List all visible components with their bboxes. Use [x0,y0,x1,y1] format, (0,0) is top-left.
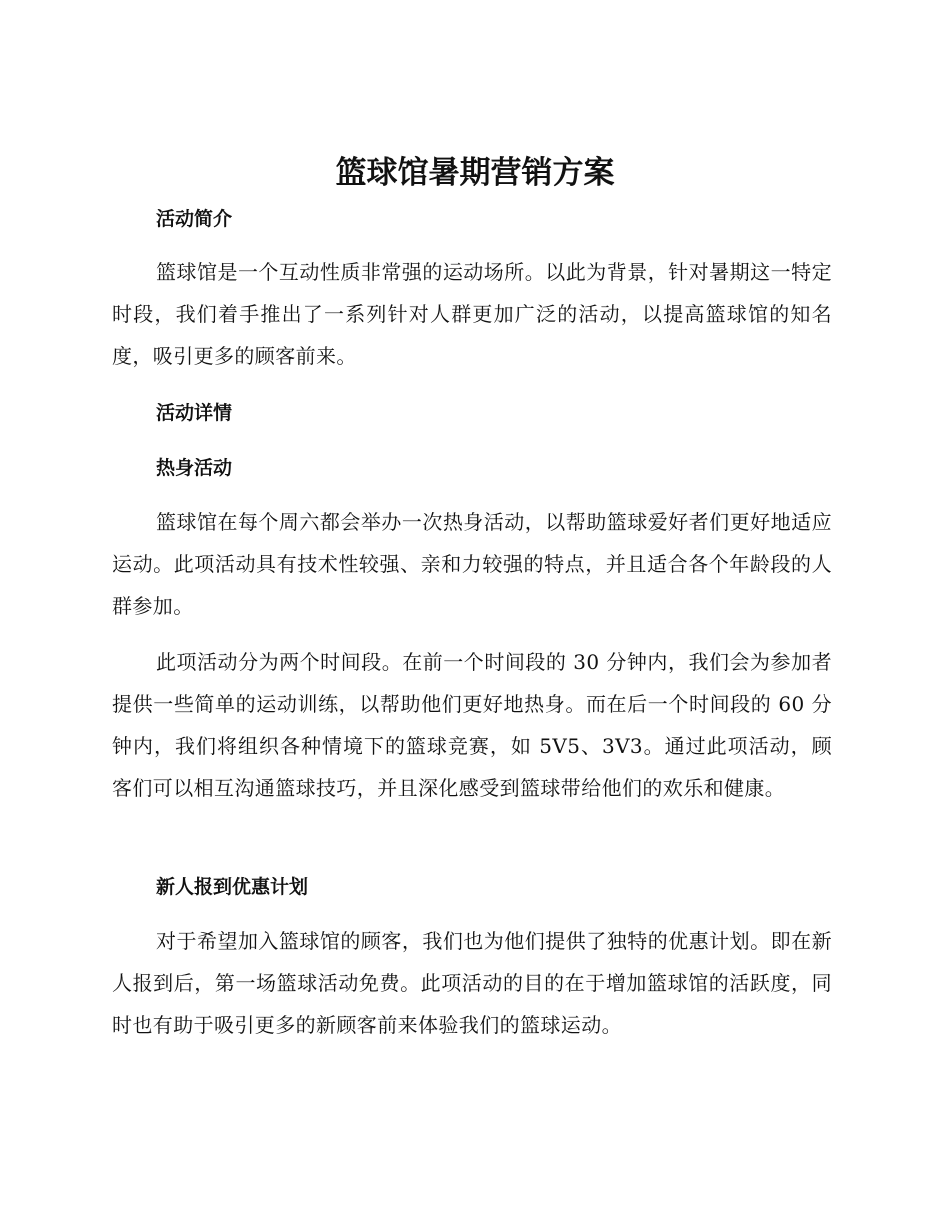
subsection-heading-warmup: 热身活动 [156,457,233,479]
paragraph-warmup-2: 此项活动分为两个时间段。在前一个时间段的 30 分钟内，我们会为参加者提供一些简单的运动训练，以帮助他们更好地热身。而在后一个时间段的 60 分钟内，我们将组织各种情境下的篮球竞赛，如 5V5、3V3。通过此项活动，顾客们可以相互沟通篮球技巧，并且深化感受到篮球带给他们的欢乐和健康。 [112,650,832,800]
paragraph-intro: 篮球馆是一个互动性质非常强的运动场所。以此为背景，针对暑期这一特定时段，我们着手推出了一系列针对人群更加广泛的活动，以提高篮球馆的知名度，吸引更多的顾客前来。 [112,260,832,368]
section-heading-intro: 活动简介 [156,208,233,230]
paragraph-newcomer: 对于希望加入篮球馆的顾客，我们也为他们提供了独特的优惠计划。即在新人报到后，第一场篮球活动免费。此项活动的目的在于增加篮球馆的活跃度，同时也有助于吸引更多的新顾客前来体验我们的篮球运动。 [112,929,832,1037]
paragraph-warmup-1: 篮球馆在每个周六都会举办一次热身活动，以帮助篮球爱好者们更好地适应运动。此项活动具有技术性较强、亲和力较强的特点，并且适合各个年龄段的人群参加。 [112,510,832,618]
subsection-heading-newcomer: 新人报到优惠计划 [156,876,309,898]
section-heading-details: 活动详情 [156,402,233,424]
page-title: 篮球馆暑期营销方案 [335,155,615,191]
